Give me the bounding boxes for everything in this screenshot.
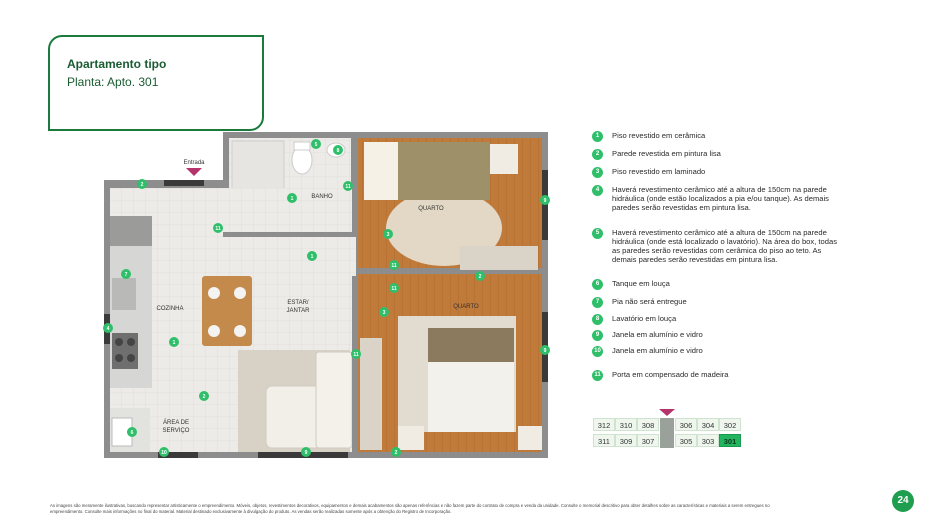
nightstand-3 — [518, 426, 542, 450]
legend-item — [592, 370, 840, 381]
unit-cell: 307 — [637, 434, 659, 447]
legend-text: Parede revestida em pintura lisa — [612, 149, 721, 158]
title-box — [48, 35, 264, 131]
unit-cell: 306 — [675, 418, 697, 431]
svg-text:4: 4 — [106, 326, 110, 332]
svg-text:2: 2 — [202, 394, 206, 400]
svg-text:11: 11 — [391, 263, 397, 269]
legend-item — [592, 297, 840, 308]
marker — [121, 269, 131, 279]
room-label-area-1: ÁREA DE — [162, 420, 190, 426]
marker — [213, 223, 223, 233]
marker — [343, 181, 353, 191]
legend-text: Janela em alumínio e vidro — [612, 346, 703, 355]
unit-cell: 302 — [719, 418, 741, 431]
svg-text:2: 2 — [140, 182, 144, 188]
nightstand-1 — [490, 144, 518, 174]
fridge — [110, 216, 152, 246]
legend-item — [592, 279, 840, 290]
svg-text:7: 7 — [124, 272, 128, 278]
legend-text: Piso revestido em laminado — [612, 167, 706, 176]
marker — [379, 307, 389, 317]
svg-text:1: 1 — [172, 340, 176, 346]
legend-item — [592, 314, 840, 325]
entrance-label: Entrada — [183, 160, 205, 166]
marker — [544, 198, 547, 204]
dining-table — [202, 276, 252, 346]
svg-text:11: 11 — [345, 184, 351, 190]
unit-cell: 304 — [697, 418, 719, 431]
room-label-area-2: SERVIÇO — [162, 428, 190, 434]
room-label-banho: BANHO — [311, 194, 333, 200]
wardrobe-2 — [360, 338, 382, 450]
legend-text: Tanque em louça — [612, 279, 670, 288]
svg-text:11: 11 — [353, 352, 359, 358]
unit-cell: 309 — [615, 434, 637, 447]
legend-text: Janela em alumínio e vidro — [612, 330, 703, 339]
marker — [103, 323, 113, 333]
unit-cell: 312 — [593, 418, 615, 431]
unit-key-map — [593, 418, 743, 448]
legend-text: Porta em compensado de madeira — [612, 370, 729, 379]
legend-item — [592, 346, 840, 357]
marker — [311, 254, 314, 260]
marker — [199, 391, 209, 401]
svg-text:9: 9 — [543, 198, 547, 204]
svg-text:10: 10 — [161, 450, 167, 456]
entrance-arrow — [186, 168, 202, 176]
legend-item — [592, 228, 840, 264]
svg-text:5: 5 — [314, 142, 318, 148]
marker — [169, 337, 179, 347]
marker — [301, 447, 311, 457]
marker — [387, 232, 390, 238]
legend-number-badge: 8 — [592, 314, 603, 325]
legend-number-badge: 3 — [592, 167, 603, 178]
svg-text:3: 3 — [382, 310, 386, 316]
legend-number-badge: 10 — [592, 346, 603, 357]
legend-number-badge: 9 — [592, 330, 603, 341]
entrance-arrow-icon — [659, 409, 675, 416]
marker — [137, 179, 147, 189]
wardrobe-1 — [460, 246, 538, 270]
unit-cell: 305 — [675, 434, 697, 447]
legend-text: Pia não será entregue — [612, 297, 687, 306]
room-label-quarto-2: QUARTO — [453, 304, 479, 310]
legend-number-badge: 5 — [592, 228, 603, 239]
entrance-door — [164, 180, 204, 186]
legend-number-badge: 4 — [592, 185, 603, 196]
legend-number-badge: 1 — [592, 131, 603, 142]
svg-text:1: 1 — [290, 196, 294, 202]
legend-text: Haverá revestimento cerâmico até a altura de 150cm na parede hidráulica (onde estão localizados a pia e/ou tanque). As demais paredes serão revestidas em pintura lisa. — [612, 185, 829, 212]
page-title: Apartamento tipo — [67, 57, 167, 71]
nightstand-2 — [398, 426, 424, 450]
legend-number-badge: 2 — [592, 149, 603, 160]
marker — [475, 271, 485, 281]
legend-item — [592, 149, 840, 160]
room-label-estar-1: ESTAR/ — [287, 300, 309, 306]
kitchen-sink — [112, 278, 136, 310]
legend-item — [592, 185, 840, 212]
unit-cell: 303 — [697, 434, 719, 447]
legend-text: Lavatório em louça — [612, 314, 677, 323]
sofa-side — [316, 352, 352, 448]
svg-text:9: 9 — [304, 450, 308, 456]
svg-text:1: 1 — [310, 254, 314, 260]
unit-cell: 311 — [593, 434, 615, 447]
floor-plan — [98, 128, 560, 462]
legend-item — [592, 167, 840, 178]
marker — [351, 349, 361, 359]
legend-number-badge: 6 — [592, 279, 603, 290]
marker — [311, 139, 321, 149]
toilet-tank — [294, 142, 310, 150]
marker — [389, 283, 399, 293]
unit-cell: 310 — [615, 418, 637, 431]
svg-text:8: 8 — [336, 148, 340, 154]
svg-text:11: 11 — [215, 226, 221, 232]
svg-text:3: 3 — [386, 232, 390, 238]
svg-text:6: 6 — [130, 430, 134, 436]
legend-text: Piso revestido em cerâmica — [612, 131, 706, 140]
room-label-cozinha: COZINHA — [156, 306, 184, 312]
marker — [333, 145, 343, 155]
marker — [540, 345, 550, 355]
marker — [127, 427, 137, 437]
page-subtitle: Planta: Apto. 301 — [67, 75, 159, 89]
legend-number-badge: 11 — [592, 370, 603, 381]
unit-cell-active: 301 — [719, 434, 741, 447]
marker — [391, 447, 401, 457]
svg-text:9: 9 — [543, 348, 547, 354]
building-core — [660, 418, 674, 448]
page-number-badge: 24 — [892, 490, 914, 512]
room-label-estar-2: JANTAR — [286, 308, 310, 314]
legend-item — [592, 131, 840, 142]
marker — [159, 447, 169, 457]
svg-text:2: 2 — [478, 274, 482, 280]
room-label-quarto-1: QUARTO — [418, 206, 444, 212]
unit-cell: 308 — [637, 418, 659, 431]
svg-text:11: 11 — [391, 286, 397, 292]
legend-text: Haverá revestimento cerâmico até a altura de 150cm na parede hidráulica (onde está localizado o lavatório). Na área do box, todas as paredes serão revestidas com cerâmica do piso ao teto. As demais paredes serão revestidas em pintura lisa. — [612, 228, 837, 264]
marker — [389, 260, 399, 270]
disclaimer: As imagens são meramente ilustrativas, buscando representar artisticamente o empreendimento. Móveis, objetos, revestimentos decorativos, equipamentos e demais acabamentos são apenas referências e não fazem parte do contrato de compra e venda da unidade. Consulte o memorial descritivo para obter detalhes sobre as características e materiais a serem entregues no empreendimento. Consulte mais informações no final do material. Material destinado exclusivamente à divulgação do produto. As vendas serão realizadas somente após a obtenção do Registro de Incorporação. — [50, 503, 770, 514]
svg-text:2: 2 — [394, 450, 398, 456]
cooktop — [112, 333, 138, 369]
marker — [287, 193, 297, 203]
legend-number-badge: 7 — [592, 297, 603, 308]
legend-item — [592, 330, 840, 341]
